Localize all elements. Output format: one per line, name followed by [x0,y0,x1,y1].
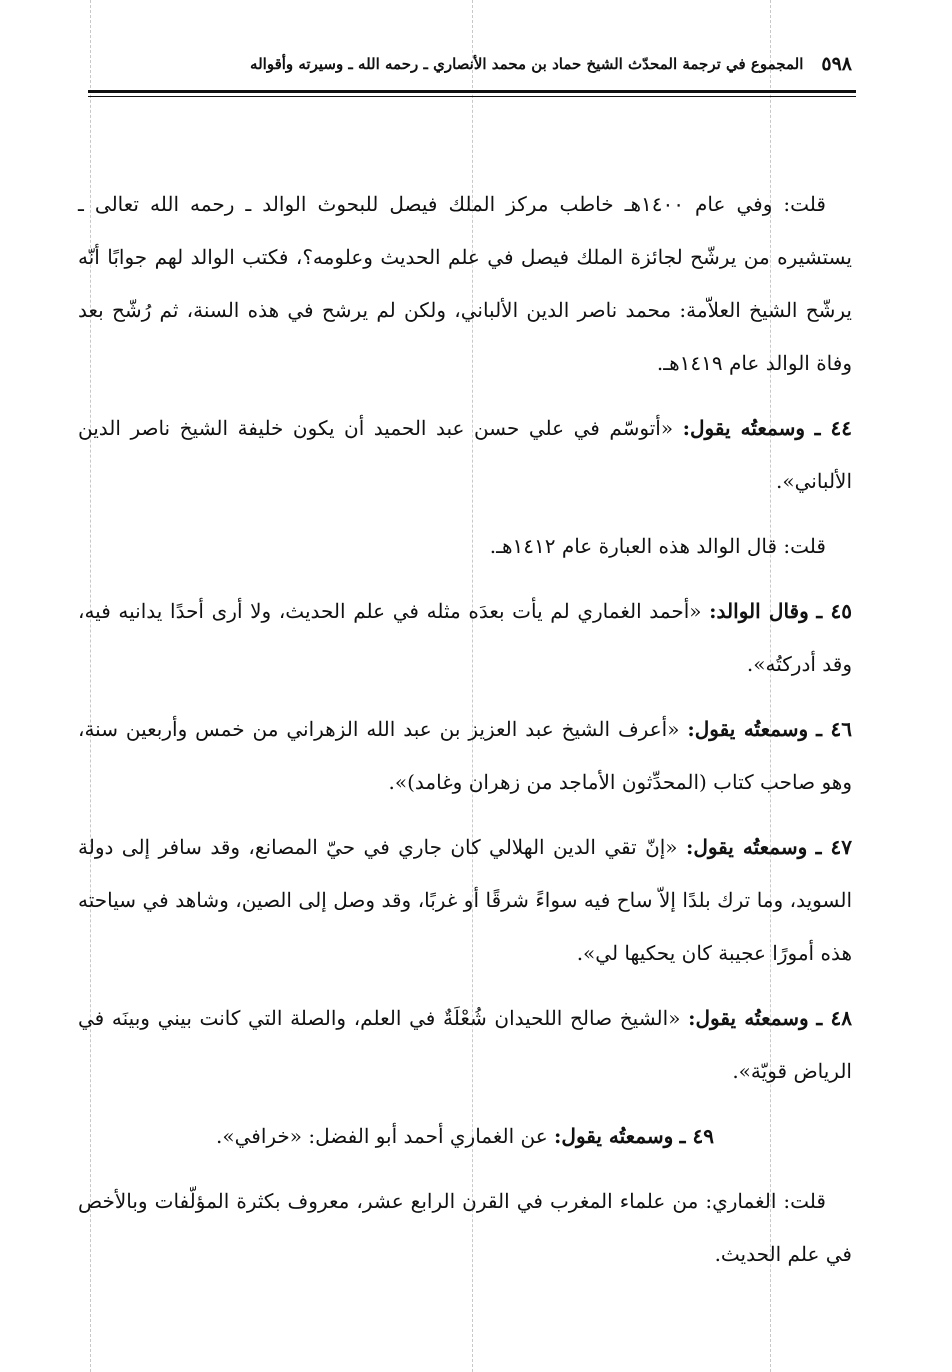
entry-text: عن الغماري أحمد أبو الفضل: «خرافي». [216,1124,548,1148]
entry-47 [78,821,852,980]
entry-lead: وسمعتُه يقول: [687,717,809,741]
page-number: ٥٩٨ [821,53,852,75]
entry-49 [78,1110,852,1163]
entry-number: ٤٨ ـ [816,1006,853,1030]
entry-number: ٤٧ ـ [815,835,852,859]
entry-lead: وسمعتُه يقول: [682,416,806,440]
entry-lead: وقال الوالد: [709,599,809,623]
paragraph: قلت: وفي عام ١٤٠٠هـ خاطب مركز الملك فيصل للبحوث الوالد ـ رحمه الله تعالى ـ يستشيره من يرشّح لجائزة الملك فيصل في علم الحديث وعلومه؟، فكتب الوالد لهم جوابًا أنّه يرشّح الشيخ العلاّمة: محمد ناصر الدين الألباني، ولكن لم يرشح في هذه السنة، ثم رُشّح بعد وفاة الوالد عام ١٤١٩هـ. [78,192,852,375]
entry-46 [78,703,852,809]
entry-text: «إنّ تقي الدين الهلالي كان جاري في حيّ المصانع، وقد سافر إلى دولة السويد، وما ترك بلدًا إلاّ ساح فيه سواءً شرقًا أو غربًا، وقد وصل إلى الصين، وشاهد في سياحته هذه أمورًا عجيبة كان يحكيها لي». [78,835,852,965]
paragraph: قلت: قال الوالد هذه العبارة عام ١٤١٢هـ. [489,534,826,558]
entry-44 [78,402,852,508]
entry-lead: وسمعتُه يقول: [554,1124,674,1148]
entry-number: ٤٩ ـ [679,1124,714,1148]
paragraph: قلت: الغماري: من علماء المغرب في القرن الرابع عشر، معروف بكثرة المؤلّفات وبالأخص في علم الحديث. [78,1189,852,1266]
entry-number: ٤٤ ـ [814,416,853,440]
header-rule [88,90,856,93]
page-body [78,178,852,1293]
entry-lead: وسمعتُه يقول: [688,1006,809,1030]
entry-text: «الشيخ صالح اللحيدان شُعْلَةٌ في العلم، والصلة التي كانت بيني وبينَه في الرياض قويّة». [78,1006,852,1083]
entry-text: «أتوسّم في علي حسن عبد الحميد أن يكون خليفة الشيخ ناصر الدين الألباني». [78,416,852,493]
running-title: المجموع في ترجمة المحدّث الشيخ حماد بن محمد الأنصاري ـ رحمه الله ـ وسيرته وأقواله [250,55,804,73]
entry-text: «أعرف الشيخ عبد العزيز بن عبد الله الزهراني من خمس وأربعين سنة، وهو صاحب كتاب (المحدِّثون الأماجد من زهران وغامد)». [78,717,852,794]
entry-lead: وسمعتُه يقول: [685,835,808,859]
entry-45 [78,585,852,691]
entry-number: ٤٥ ـ [816,599,853,623]
header-rule-thin [88,96,856,97]
entry-text: «أحمد الغماري لم يأت بعدَه مثله في علم الحديث، ولا أرى أحدًا يدانيه فيه، وقد أدركتُه». [78,599,852,676]
entry-48 [78,992,852,1098]
page-header [92,48,852,80]
entry-number: ٤٦ ـ [816,717,852,741]
